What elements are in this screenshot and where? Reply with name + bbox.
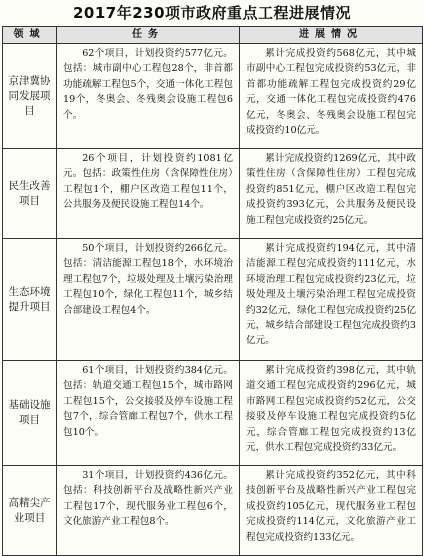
table-header-row — [3, 27, 423, 44]
row-category-cell — [3, 44, 57, 149]
page-title: 2017年230项市政府重点工程进展情况 — [72, 4, 352, 22]
row-category: 民生改善项目 — [8, 179, 51, 207]
table-row — [3, 466, 423, 556]
row-task: 31个项目，计划投资约436亿元。包括：科技创新平台及战略性新兴产业工程包17个，现代服务业工程包6个，文化旅游产业工程包8个。 — [57, 466, 240, 556]
row-task: 62个项目，计划投资约577亿元。包括：城市副中心工程包28个，非首都功能疏解工程包5个，交通一体化工程包19个，冬奥会、冬残奥会设施工程包6个。 — [57, 44, 240, 149]
progress-table — [2, 26, 423, 556]
row-task: 50个项目，计划投资约266亿元。包括：清洁能源工程包18个，水环境治理工程包7个，垃圾处理及土壤污染治理工程包10个，绿化工程包11个，城乡结合部建设工程包4个。 — [57, 239, 240, 361]
row-progress: 累计完成投资约568亿元，其中城市副中心工程包完成投资约53亿元，非首都功能疏解工程包完成投资约29亿元，交通一体化工程包完成投资约476亿元，冬奥会、冬残奥会设施工程包完成投资约10亿元。 — [240, 44, 423, 149]
row-task: 61个项目，计划投资约384亿元。包括：轨道交通工程包15个，城市路网工程包15个，公交接驳及停车设施工程包7个，综合管廊工程包7个，供水工程包10个。 — [57, 361, 240, 466]
header-progress: 进展情况 — [240, 27, 423, 44]
row-category-cell — [3, 361, 57, 466]
table-row — [3, 44, 423, 149]
header-task: 任务 — [57, 27, 240, 44]
row-progress: 累计完成投资约194亿元，其中清洁能源工程包完成投资约111亿元，水环境治理工程包完成投资约23亿元，垃圾处理及土壤污染治理工程包完成投资约32亿元，绿化工程包完成投资约25亿元，城乡结合部建设工程包完成投资约3亿元。 — [240, 239, 423, 361]
row-category: 基础设施项目 — [8, 399, 51, 426]
table-row — [3, 239, 423, 361]
row-task: 26个项目，计划投资约1081亿元。包括：政策性住房（含保障性住房）工程包1个，棚户区改造工程包11个，公共服务及便民设施工程包14个。 — [57, 149, 240, 239]
row-progress: 累计完成投资约398亿元，其中轨道交通工程包完成投资约296亿元，城市路网工程包完成投资约52亿元，公交接驳及停车设施工程包完成投资约5亿元，综合管廊工程包完成投资约13亿元，供水工程包完成投资约33亿元。 — [240, 361, 423, 466]
row-category-cell — [3, 149, 57, 239]
row-category: 京津冀协同发展项目 — [8, 74, 51, 117]
row-category: 高精尖产业项目 — [8, 496, 51, 524]
row-progress: 累计完成投资约352亿元，其中科技创新平台及战略性新兴产业工程包完成投资约105亿元，现代服务业工程包完成投资约114亿元，文化旅游产业工程包完成投资约133亿元。 — [240, 466, 423, 556]
row-category-cell — [3, 466, 57, 556]
header-category: 领域 — [3, 27, 57, 44]
row-progress: 累计完成投资约1269亿元，其中政策性住房（含保障性住房）工程包完成投资约851亿元，棚户区改造工程包完成投资约393亿元，公共服务及便民设施工程包完成投资约25亿元。 — [240, 149, 423, 239]
table-row — [3, 361, 423, 466]
table-row — [3, 149, 423, 239]
row-category-cell — [3, 239, 57, 361]
row-category: 生态环境提升项目 — [8, 285, 51, 313]
